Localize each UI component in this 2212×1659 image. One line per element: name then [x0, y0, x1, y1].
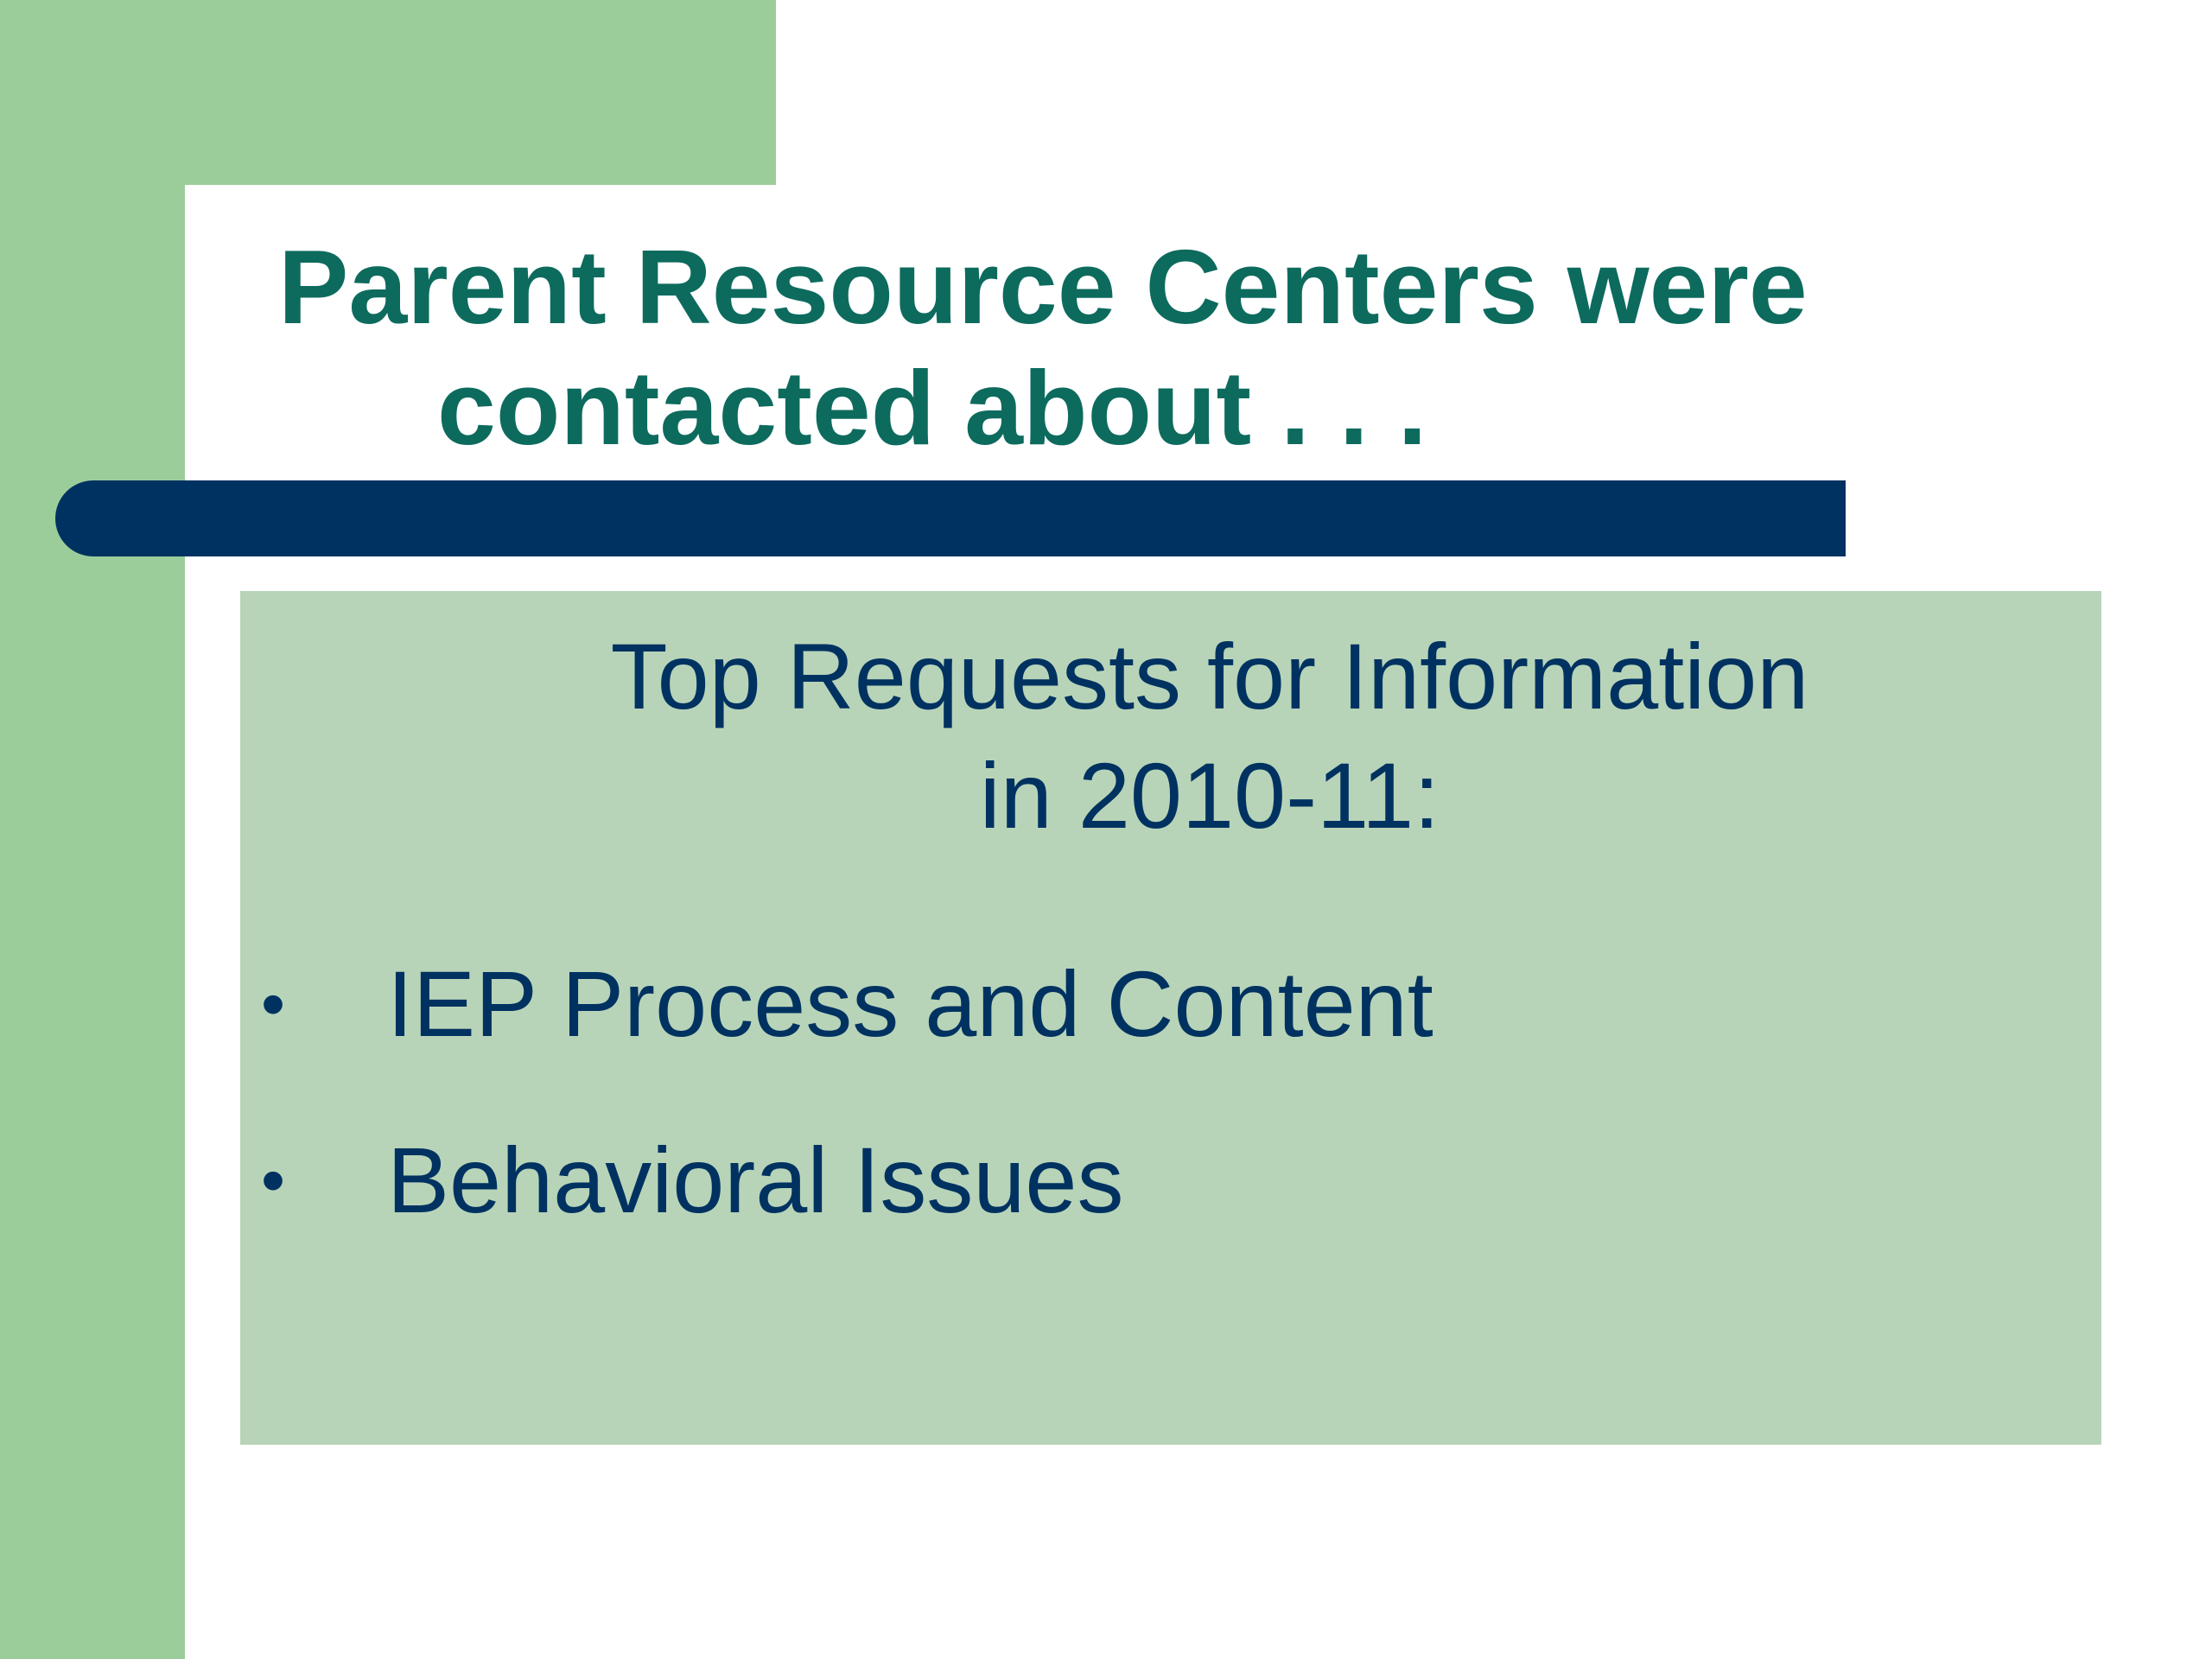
content-heading-line-2: in 2010-11:	[979, 743, 1440, 848]
left-accent-band	[0, 0, 185, 1659]
bullet-icon: •	[261, 965, 286, 1042]
slide-title-line-2: contacted about . . .	[437, 349, 1427, 467]
title-divider-bar	[55, 480, 1846, 556]
slide-title	[278, 226, 2006, 468]
bullet-icon: •	[261, 1141, 286, 1218]
content-heading-line-1: Top Requests for Information	[610, 624, 1809, 728]
slide-title-line-1: Parent Resource Centers were	[278, 228, 1808, 346]
top-accent-block	[0, 0, 776, 185]
content-heading	[240, 617, 2101, 855]
bullet-text: Behavioral Issues	[387, 1128, 1124, 1232]
content-box	[240, 591, 2101, 1445]
bullet-text: IEP Process and Content	[387, 951, 1433, 1056]
